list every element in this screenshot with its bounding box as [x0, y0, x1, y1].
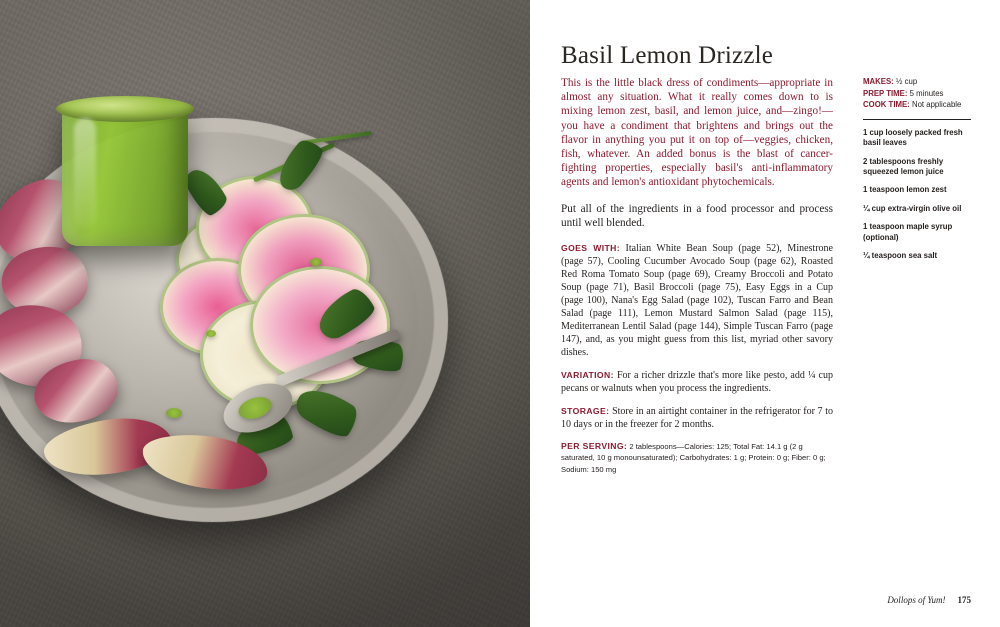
per-serving-label: PER SERVING:	[561, 441, 628, 452]
ingredient-item: ¼ cup extra-virgin olive oil	[863, 203, 962, 213]
sauce-dollop	[166, 408, 182, 418]
page-footer	[530, 595, 1000, 605]
meta-cook-time-value: Not applicable	[909, 100, 962, 110]
storage-text: Store in an airtight container in the refrigerator for 7 to 10 days or in the freezer for 2 months.	[561, 406, 833, 431]
ingredient-item: 1 cup loosely packed fresh basil leaves	[863, 127, 963, 148]
footer-chapter: Dollops of Yum!	[887, 595, 946, 605]
meta-cook-time	[863, 99, 971, 111]
goes-with-block	[561, 242, 833, 359]
recipe-intro: This is the little black dress of condiments—appropriate in almost any situation. What it really comes down to is mixing lemon zest, basil, and lemon juice, and—zingo!—you have a condiment that brightens and brings out the flavor in anything you put it on top of—veggies, chicken, fish, whatever. An added bonus is the blast of cancer-fighting properties, especially basil's anti-inflammatory agents and lemon's antioxidant phytochemicals.	[561, 77, 833, 189]
meta-cook-time-label: COOK TIME:	[863, 100, 910, 110]
recipe-method: Put all of the ingredients in a food processor and process until well blended.	[561, 202, 833, 229]
variation-label: VARIATION:	[561, 370, 614, 381]
meta-prep-time-label: PREP TIME:	[863, 88, 908, 98]
goes-with-text: Italian White Bean Soup (page 52), Minestrone (page 57), Cooling Cucumber Avocado Soup (page 62), Roasted Red Roma Tomato Soup (page 69), Creamy Broccoli and Potato Soup (page 71), Basil Broccoli (page 75), Easy Eggs in a Cup (page 100), Nana's Egg Salad (page 102), Tuscan Farro and Bean Salad (page 111), Lemon Mustard Salmon Salad (page 115), Mediterranean Lentil Salad (page 144), Simple Tuscan Farro (page 147), and, as you might guess from this list, myriad other savory dishes.	[561, 243, 833, 359]
meta-makes-value: ½ cup	[893, 77, 918, 86]
per-serving-text: 2 tablespoons—Calories: 125; Total Fat: 14.1 g (2 g saturated, 10 g monounsaturated); Carbohydrates: 1 g; Protein: 0 g; Fiber: 0 g; Sodium: 150 mg	[561, 442, 826, 474]
ingredient-item: 1 teaspoon maple syrup (optional)	[863, 222, 953, 242]
nutrition-block	[561, 441, 833, 475]
variation-block	[561, 369, 833, 395]
recipe-main-column	[561, 76, 833, 475]
sauce-dollop	[310, 258, 322, 266]
meta-makes	[863, 76, 971, 88]
meta-makes-label: MAKES:	[863, 77, 894, 86]
ingredient-item: 1 teaspoon lemon zest	[863, 185, 947, 195]
ingredient-item: 2 tablespoons freshly squeezed lemon juice	[863, 156, 944, 176]
variation-text: For a richer drizzle that's more like pesto, add ¼ cup pecans or walnuts when you process the ingredients.	[561, 370, 833, 395]
storage-block	[561, 405, 833, 431]
goes-with-label: GOES WITH:	[561, 243, 621, 254]
storage-label: STORAGE:	[561, 406, 610, 417]
footer-page-number: 175	[957, 595, 971, 605]
divider	[863, 119, 971, 120]
ingredient-item: ¼ teaspoon sea salt	[863, 251, 938, 261]
sauce-jar-rim	[56, 96, 194, 122]
sauce-jar-highlight	[74, 118, 96, 228]
meta-prep-time	[863, 88, 971, 100]
recipe-page	[530, 0, 1000, 627]
sauce-dollop	[206, 330, 216, 337]
meta-prep-time-value: 5 minutes	[907, 88, 944, 98]
recipe-side-column	[863, 76, 971, 269]
page-title: Basil Lemon Drizzle	[561, 42, 774, 69]
